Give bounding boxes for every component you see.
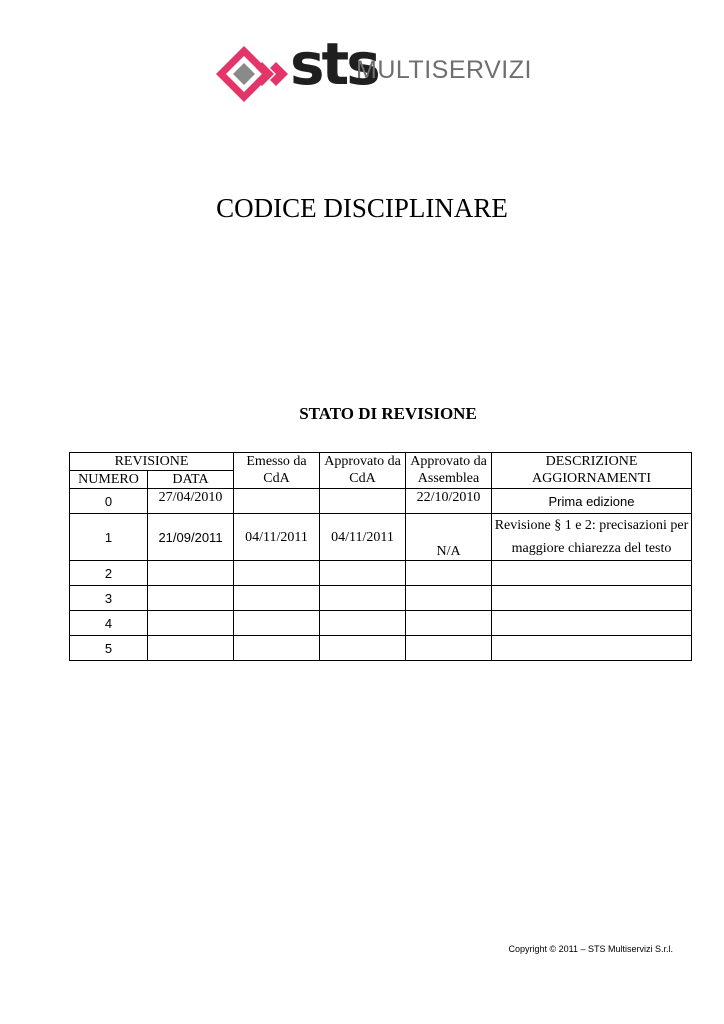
logo-wordmark-sts: sts — [290, 30, 378, 98]
cell-numero: 2 — [70, 561, 148, 586]
cell-descrizione — [492, 561, 692, 586]
document-title: CODICE DISCIPLINARE — [216, 193, 508, 223]
table-row — [70, 611, 692, 636]
logo-wordmark-multiservizi: MULTISERVIZI — [356, 56, 532, 84]
cell-approvato-cda: 04/11/2011 — [320, 514, 406, 561]
table-row — [70, 586, 692, 611]
cell-approvato-cda — [320, 611, 406, 636]
cell-numero: 5 — [70, 636, 148, 661]
cell-descrizione: Revisione § 1 e 2: precisazioni per maggiore chiarezza del testo — [492, 514, 692, 561]
cell-approvato-assemblea: 22/10/2010 — [406, 489, 492, 514]
cell-emesso — [234, 586, 320, 611]
cell-data: 27/04/2010 — [148, 489, 234, 514]
cell-approvato-assemblea — [406, 611, 492, 636]
header-revisione: REVISIONE — [70, 453, 234, 471]
diamond-logo-icon — [214, 44, 294, 104]
company-logo — [214, 30, 532, 104]
header-data: DATA — [148, 471, 234, 489]
cell-emesso — [234, 489, 320, 514]
revision-heading: STATO DI REVISIONE — [299, 404, 477, 423]
cell-approvato-cda — [320, 489, 406, 514]
cell-emesso — [234, 611, 320, 636]
cell-data — [148, 561, 234, 586]
cell-data — [148, 636, 234, 661]
cell-approvato-assemblea — [406, 561, 492, 586]
cell-approvato-cda — [320, 636, 406, 661]
cell-descrizione: Prima edizione — [492, 489, 692, 514]
cell-numero: 3 — [70, 586, 148, 611]
copyright-footer: Copyright © 2011 – STS Multiservizi S.r.l. — [508, 944, 673, 954]
cell-approvato-assemblea — [406, 636, 492, 661]
table-row — [70, 561, 692, 586]
header-emesso: Emesso da CdA — [234, 453, 320, 489]
cell-emesso: 04/11/2011 — [234, 514, 320, 561]
header-approvato-assemblea: Approvato da Assemblea — [406, 453, 492, 489]
revision-table — [69, 452, 692, 661]
header-descrizione: DESCRIZIONE AGGIORNAMENTI — [492, 453, 692, 489]
table-row — [70, 489, 692, 514]
cell-emesso — [234, 636, 320, 661]
cell-approvato-assemblea — [406, 586, 492, 611]
cell-data — [148, 611, 234, 636]
cell-emesso — [234, 561, 320, 586]
cell-approvato-assemblea: N/A — [406, 514, 492, 561]
table-header-row — [70, 453, 692, 471]
cell-descrizione — [492, 586, 692, 611]
cell-numero: 1 — [70, 514, 148, 561]
cell-data — [148, 586, 234, 611]
cell-approvato-cda — [320, 586, 406, 611]
header-numero: NUMERO — [70, 471, 148, 489]
table-row — [70, 514, 692, 561]
cell-descrizione — [492, 611, 692, 636]
cell-approvato-cda — [320, 561, 406, 586]
cell-numero: 4 — [70, 611, 148, 636]
cell-numero: 0 — [70, 489, 148, 514]
header-approvato-cda: Approvato da CdA — [320, 453, 406, 489]
cell-data: 21/09/2011 — [148, 514, 234, 561]
cell-descrizione — [492, 636, 692, 661]
table-row — [70, 636, 692, 661]
